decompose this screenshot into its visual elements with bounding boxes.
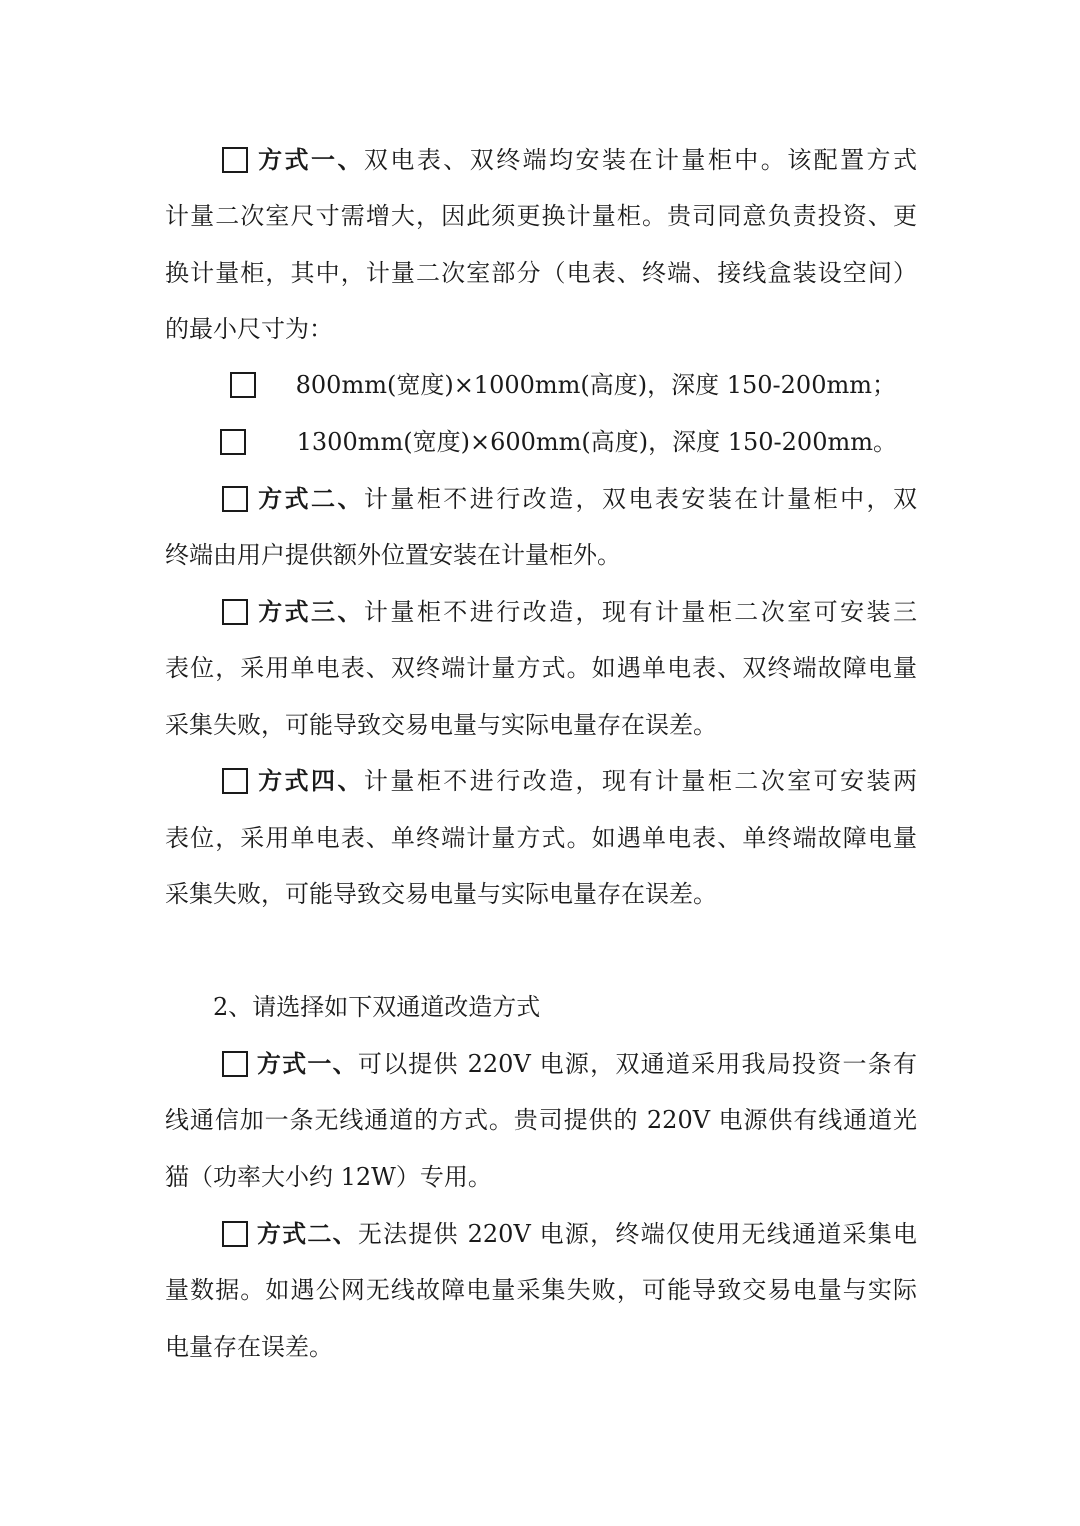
option-text: 计量柜不进行改造，双电表安装在计量柜中，双	[363, 485, 918, 513]
option-title: 方式一、	[256, 1049, 358, 1078]
checkbox[interactable]	[220, 429, 246, 455]
paragraph-line	[222, 1047, 917, 1081]
paragraph-line: 终端由用户提供额外位置安装在计量柜外。	[165, 541, 621, 569]
checkbox[interactable]	[230, 372, 256, 398]
checkbox[interactable]	[222, 1221, 248, 1247]
checkbox[interactable]	[222, 599, 248, 625]
size-option-1	[230, 368, 896, 402]
paragraph-line: 猫（功率大小约 12W）专用。	[165, 1163, 492, 1191]
size-text: 1300mm(宽度)×600mm(高度)，深度 150-200mm。	[296, 428, 897, 456]
paragraph-line: 换计量柜，其中，计量二次室部分（电表、终端、接线盒装设空间）	[165, 259, 917, 287]
paragraph-line: 量数据。如遇公网无线故障电量采集失败，可能导致交易电量与实际	[165, 1276, 917, 1304]
checkbox[interactable]	[222, 147, 248, 173]
paragraph-line	[222, 1217, 917, 1251]
paragraph-line	[222, 482, 917, 516]
checkbox[interactable]	[222, 768, 248, 794]
paragraph-line	[222, 143, 917, 177]
size-option-2	[220, 425, 897, 459]
size-text: 800mm(宽度)×1000mm(高度)，深度 150-200mm；	[295, 371, 896, 399]
paragraph-line: 采集失败，可能导致交易电量与实际电量存在误差。	[165, 880, 717, 908]
option-text: 计量柜不进行改造，现有计量柜二次室可安装两	[363, 767, 918, 795]
checkbox[interactable]	[222, 1051, 248, 1077]
option-text: 双电表、双终端均安装在计量柜中。该配置方式	[363, 146, 918, 174]
paragraph-line: 计量二次室尺寸需增大，因此须更换计量柜。贵司同意负责投资、更	[165, 202, 917, 230]
paragraph-line	[222, 764, 917, 798]
paragraph-line: 采集失败，可能导致交易电量与实际电量存在误差。	[165, 711, 717, 739]
option-title: 方式二、	[258, 484, 364, 513]
paragraph-line: 电量存在误差。	[165, 1333, 333, 1361]
paragraph-line: 的最小尺寸为：	[165, 315, 333, 343]
option-title: 方式一、	[258, 145, 364, 174]
paragraph-line: 线通信加一条无线通道的方式。贵司提供的 220V 电源供有线通道光	[165, 1106, 917, 1134]
option-title: 方式三、	[258, 597, 364, 626]
option-text: 计量柜不进行改造，现有计量柜二次室可安装三	[363, 598, 918, 626]
option-text: 可以提供 220V 电源，双通道采用我局投资一条有	[357, 1050, 917, 1078]
option-text: 无法提供 220V 电源，终端仅使用无线通道采集电	[357, 1220, 917, 1248]
option-title: 方式二、	[256, 1219, 358, 1248]
checkbox[interactable]	[222, 486, 248, 512]
section-heading: 2、请选择如下双通道改造方式	[213, 993, 541, 1021]
option-title: 方式四、	[258, 766, 364, 795]
paragraph-line: 表位，采用单电表、双终端计量方式。如遇单电表、双终端故障电量	[165, 654, 917, 682]
paragraph-line: 表位，采用单电表、单终端计量方式。如遇单电表、单终端故障电量	[165, 824, 917, 852]
paragraph-line	[222, 595, 917, 629]
